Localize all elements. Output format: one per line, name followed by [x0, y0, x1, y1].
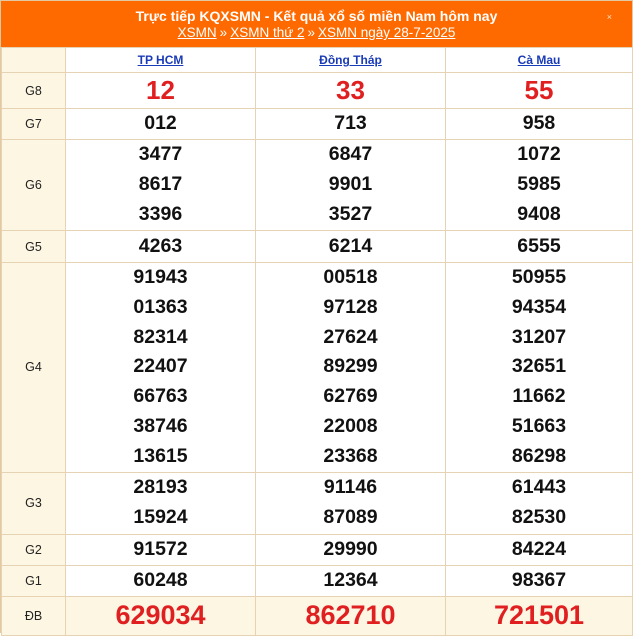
result-number: 84224	[511, 537, 567, 560]
result-cell-dong-thap	[256, 263, 446, 473]
result-number: 3477	[138, 143, 183, 166]
result-cell-tp-hcm	[66, 596, 256, 635]
prize-label: G8	[2, 73, 66, 109]
result-cell-tp-hcm	[66, 263, 256, 473]
breadcrumb-separator: »	[307, 25, 316, 40]
result-cell-dong-thap	[256, 472, 446, 534]
result-number: 33	[336, 74, 365, 105]
result-number: 31207	[511, 325, 567, 348]
prize-label: G3	[2, 472, 66, 534]
result-number: 862710	[305, 599, 396, 630]
results-body	[2, 73, 633, 636]
province-link-tp-hcm[interactable]: TP HCM	[137, 53, 184, 67]
breadcrumb-separator: »	[219, 25, 228, 40]
prize-label: G6	[2, 140, 66, 231]
prize-row	[2, 472, 633, 534]
result-cell-ca-mau	[446, 472, 633, 534]
result-number: 86298	[511, 444, 567, 467]
result-number: 82314	[133, 325, 188, 348]
results-table	[1, 47, 633, 636]
result-cell-tp-hcm	[66, 140, 256, 231]
results-header	[1, 1, 632, 47]
result-number: 5985	[517, 173, 561, 196]
result-number: 22008	[323, 414, 378, 437]
result-number: 01363	[133, 295, 188, 318]
result-number: 62769	[323, 385, 378, 408]
result-cell-ca-mau	[446, 109, 633, 140]
result-cell-dong-thap	[256, 565, 446, 596]
result-number: 629034	[115, 599, 206, 630]
province-header-ca-mau	[446, 48, 633, 73]
result-cell-ca-mau	[446, 596, 633, 635]
result-number: 6847	[328, 143, 373, 166]
result-number: 6555	[517, 234, 561, 257]
result-cell-dong-thap	[256, 231, 446, 263]
prize-row	[2, 140, 633, 231]
result-number: 97128	[323, 295, 378, 318]
province-header-tp-hcm	[66, 48, 256, 73]
result-number: 13615	[133, 444, 188, 467]
breadcrumb-link-xsmn-thu-2[interactable]: XSMN thứ 2	[230, 25, 305, 40]
result-number: 66763	[133, 385, 188, 408]
result-cell-dong-thap	[256, 596, 446, 635]
result-number: 98367	[511, 568, 567, 591]
result-number: 00518	[323, 266, 378, 288]
breadcrumb-link-xsmn-date[interactable]: XSMN ngày 28-7-2025	[318, 25, 456, 40]
result-number: 6214	[328, 234, 373, 257]
result-cell-tp-hcm	[66, 73, 256, 109]
result-cell-ca-mau	[446, 231, 633, 263]
result-number: 8617	[138, 173, 183, 196]
prize-label: G7	[2, 109, 66, 140]
prize-row	[2, 565, 633, 596]
result-number: 9408	[517, 202, 561, 225]
province-link-dong-thap[interactable]: Đồng Tháp	[319, 53, 382, 67]
province-header-dong-thap	[256, 48, 446, 73]
result-number: 28193	[133, 476, 188, 499]
result-cell-ca-mau	[446, 263, 633, 473]
result-number: 1072	[517, 143, 561, 166]
breadcrumb-link-xsmn[interactable]: XSMN	[177, 25, 217, 40]
prize-label: G1	[2, 565, 66, 596]
result-cell-tp-hcm	[66, 534, 256, 565]
result-cell-ca-mau	[446, 140, 633, 231]
result-number: 89299	[323, 355, 378, 378]
result-cell-dong-thap	[256, 534, 446, 565]
close-icon[interactable]: ×	[606, 12, 612, 22]
result-number: 94354	[511, 295, 567, 318]
result-cell-ca-mau	[446, 73, 633, 109]
result-number: 38746	[133, 414, 188, 437]
result-cell-tp-hcm	[66, 565, 256, 596]
prize-row	[2, 73, 633, 109]
result-number: 23368	[323, 444, 378, 467]
result-number: 958	[522, 112, 556, 135]
result-number: 4263	[138, 234, 183, 257]
result-number: 91572	[133, 537, 188, 560]
prize-row	[2, 596, 633, 635]
result-cell-ca-mau	[446, 534, 633, 565]
prize-row	[2, 231, 633, 263]
result-number: 87089	[323, 506, 378, 529]
result-number: 11662	[512, 385, 566, 408]
result-number: 55	[524, 74, 554, 105]
result-number: 60248	[133, 568, 188, 591]
result-cell-dong-thap	[256, 109, 446, 140]
result-cell-tp-hcm	[66, 231, 256, 263]
result-cell-ca-mau	[446, 565, 633, 596]
result-number: 721501	[493, 599, 585, 630]
result-number: 32651	[511, 355, 567, 378]
result-cell-dong-thap	[256, 73, 446, 109]
header-title: Trực tiếp KQXSMN - Kết quả xổ số miền Nam hôm nay	[135, 8, 498, 24]
prize-row	[2, 534, 633, 565]
prize-label: ĐB	[2, 596, 66, 635]
result-number: 82530	[511, 506, 567, 529]
province-link-ca-mau[interactable]: Cà Mau	[517, 53, 561, 67]
result-number: 22407	[133, 355, 188, 378]
result-cell-dong-thap	[256, 140, 446, 231]
result-number: 012	[144, 112, 177, 135]
result-number: 50955	[511, 266, 567, 288]
result-number: 12364	[323, 568, 378, 591]
result-number: 15924	[133, 506, 188, 529]
result-number: 61443	[511, 476, 567, 499]
prize-label: G5	[2, 231, 66, 263]
result-number: 713	[334, 112, 367, 135]
prize-label: G2	[2, 534, 66, 565]
result-number: 3527	[328, 202, 373, 225]
prize-label: G4	[2, 263, 66, 473]
result-number: 91146	[323, 476, 378, 499]
result-number: 27624	[323, 325, 378, 348]
result-number: 91943	[133, 266, 188, 288]
result-cell-tp-hcm	[66, 109, 256, 140]
result-number: 29990	[323, 537, 378, 560]
result-number: 12	[146, 74, 175, 105]
result-number: 9901	[328, 173, 373, 196]
result-number: 3396	[138, 202, 183, 225]
prize-row	[2, 263, 633, 473]
prize-row	[2, 109, 633, 140]
province-header-row	[2, 48, 633, 73]
header-corner-cell	[2, 48, 66, 73]
result-cell-tp-hcm	[66, 472, 256, 534]
result-number: 51663	[511, 414, 567, 437]
breadcrumb	[1, 25, 632, 41]
